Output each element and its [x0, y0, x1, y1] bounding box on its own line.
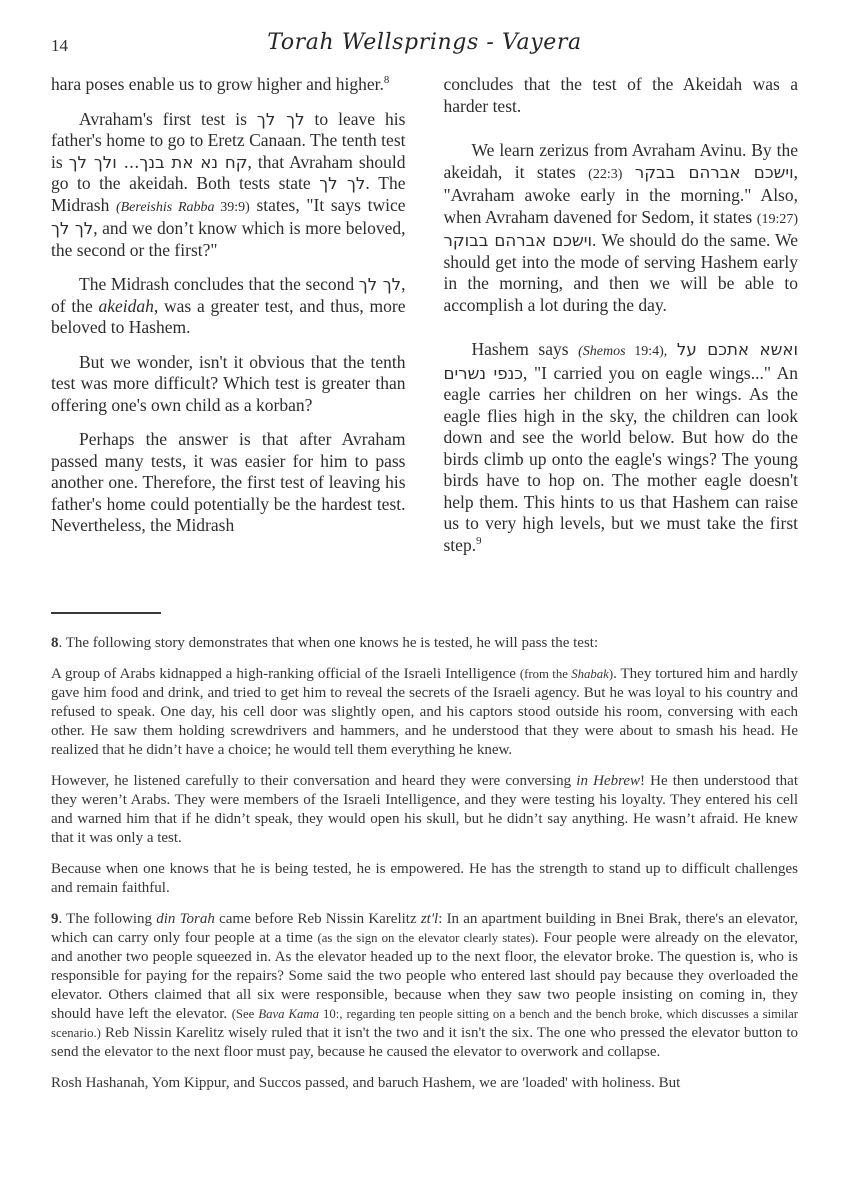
right-column: [444, 74, 799, 579]
text-run: , was a greater test, and thus, more beloved to Hashem.: [51, 295, 406, 337]
text-run: Shabak: [571, 667, 609, 681]
text-run: Reb Nissin Karelitz wisely ruled that it isn't the two and it isn't the six. The one who pressed the elevator button to send the elevator to the next floor must pay, because he caused the elevator to overwork and collapse.: [51, 1025, 798, 1060]
page-header: [51, 30, 798, 62]
text-run: 19:4),: [625, 344, 668, 359]
paragraph: [51, 429, 406, 537]
page-title: Torah Wellsprings - Vayera: [267, 30, 582, 55]
text-run: 10:, regarding ten people sitting on a bench and the bench broke, which discusses a similar scenario.): [51, 1007, 799, 1040]
body-columns: [51, 74, 798, 579]
paragraph: [444, 74, 799, 117]
text-run: However, he listened carefully to their conversation and heard they were conversing: [51, 773, 577, 789]
text-run: . The following story demonstrates that when one knows he is tested, he will pass the test:: [58, 635, 599, 651]
hebrew-text: לך לך: [319, 174, 366, 193]
text-run: Hashem says: [471, 339, 579, 359]
text-run: , and we don’t know which is more beloved, the second or the first?": [51, 218, 406, 260]
footnote-divider: [51, 612, 161, 614]
text-run: [667, 339, 677, 359]
text-run: (19:27): [756, 211, 798, 227]
text-run: concludes that the test of the Akeidah was a harder test.: [443, 74, 798, 116]
text-run: ): [608, 667, 614, 681]
text-run: Perhaps the answer is that after Avraham passed many tests, it was easier for him to pass another one. Therefore, the first test of leaving his father's home could potentially be the hardest test. Nevertheless, the Midrash: [51, 429, 406, 535]
hebrew-text: לך לך: [256, 109, 305, 129]
text-run: ! He then understood that they weren’t Arabs. They were members of the Israeli Intelligence, and they were testing his loyalty. They entered his cell and warned him that if he didn’t speak, they would open his skull, but he didn’t say anything. He wasn’t afraid. He knew that it was only a test.: [51, 773, 798, 846]
text-run: , "Avraham awoke early in the morning." Also, when Avraham davened for Sedom, it states: [443, 161, 798, 227]
text-run: states, "It says twice: [249, 194, 406, 215]
paragraph: [51, 109, 406, 262]
paragraph: [51, 1074, 798, 1093]
text-run: A group of Arabs kidnapped a high-ranking official of the Israeli Intelligence: [51, 666, 520, 682]
text-run: (Bereishis Rabba: [115, 199, 215, 215]
text-run: [622, 162, 634, 182]
text-run: (22:3): [588, 166, 623, 182]
text-run: But we wonder, isn't it obvious that the tenth test was more difficult? Which test is greater than offering one's own child as a korban?: [51, 351, 406, 415]
hebrew-text: לך לך: [358, 275, 402, 294]
text-run: . They tortured him and hardly gave him food and drink, and tried to get him to reveal the secrets of the Israeli agency. But he was loyal to his country and refused to speak. One day, his cell door was slightly open, and his captors stood outside his room, conversing with each other. He saw them holding screwdrivers and hammers, and he understood that they were about to smash his head. He realized that he didn’t have a choice; he would tell them everything he knew.: [51, 666, 798, 758]
paragraph: [51, 274, 406, 339]
text-run: . The Midrash: [51, 173, 406, 215]
text-run: (Shemos: [578, 344, 626, 359]
left-column: [51, 74, 406, 579]
text-run: : In an apartment building in Bnei Brak, there's an elevator, which can carry only four people at a time: [51, 911, 798, 946]
paragraph: [51, 352, 406, 417]
text-run: hara poses enable us to grow higher and higher.: [51, 74, 384, 94]
text-run: in Hebrew: [576, 773, 641, 789]
text-run: to leave his father's home to go to Eretz Canaan. The tenth test is: [51, 108, 406, 172]
text-run: . Four people were already on the elevator, and another two people squeezed in. As the elevator headed up to the next floor, the elevator broke. The question is, who is responsible for paying for the repairs? Some said the two people who entered last should pay because they overloaded the elevator. Others claimed that all six were responsible, because when they saw two people insisting on coming in, they should have left the elevator.: [51, 930, 798, 1022]
text-run: Because when one knows that he is being tested, he is empowered. He has the strength to stand up to difficult challenges and remain faithful.: [51, 861, 798, 896]
text-run: , "I carried you on eagle wings..." An eagle carries her children on her wings. As the eagle flies high in the sky, the children can look down and see the world below. But how do the birds climb up onto the eagle's wings? The young birds have to hop on. The mother eagle doesn't help them. This hints to us that Hashem can raise us to very high levels, but we must take the first step.: [443, 362, 798, 555]
text-run: din Torah: [156, 911, 215, 927]
text-run: (from the: [519, 667, 572, 681]
text-run: 9: [51, 911, 59, 927]
text-run: 8: [51, 635, 59, 651]
hebrew-text: ואשא אתכם על כנפי נשרים: [443, 340, 798, 383]
hebrew-text: קח נא את בנך... ולך לך: [68, 152, 248, 172]
text-run: (as the sign on the elevator clearly states): [317, 931, 535, 945]
paragraph: [51, 74, 406, 96]
paragraph: [444, 140, 799, 316]
page-number: 14: [51, 36, 68, 55]
paragraph: [444, 339, 799, 556]
text-run: 8: [383, 74, 390, 87]
text-run: (See: [231, 1007, 259, 1021]
text-run: . We should do the same. We should get into the mode of serving Hashem early in the morning, and then we will be able to accomplish a lot during the day.: [443, 230, 798, 315]
paragraph: [51, 665, 798, 760]
text-run: zt'l: [420, 911, 439, 927]
hebrew-text: וישכם אברהם בבוקר: [443, 231, 593, 250]
text-run: Rosh Hashanah, Yom Kippur, and Succos passed, and baruch Hashem, we are 'loaded' with holiness. But: [51, 1075, 681, 1091]
paragraph: [51, 634, 798, 653]
text-run: We learn zerizus from Avraham Avinu. By the akeidah, it states: [443, 140, 798, 182]
text-run: 39:9): [214, 199, 250, 215]
paragraph: [51, 860, 798, 898]
paragraph: [51, 910, 798, 1062]
paragraph: [51, 772, 798, 848]
text-run: , that Avraham should go to the akeidah. Both tests state: [51, 151, 406, 193]
text-run: came before Reb Nissin Karelitz: [214, 911, 421, 927]
footnotes-section: [51, 634, 798, 1093]
text-run: The Midrash concludes that the second: [79, 274, 359, 294]
text-run: 9: [476, 534, 482, 547]
text-run: Bava Kama: [258, 1007, 320, 1021]
hebrew-text: לך לך: [51, 219, 94, 238]
hebrew-text: וישכם אברהם בבקר: [634, 162, 794, 182]
text-run: , of the: [51, 274, 406, 316]
text-run: akeidah: [98, 295, 154, 316]
text-run: Avraham's first test is: [79, 108, 257, 129]
text-run: . The following: [58, 911, 157, 927]
